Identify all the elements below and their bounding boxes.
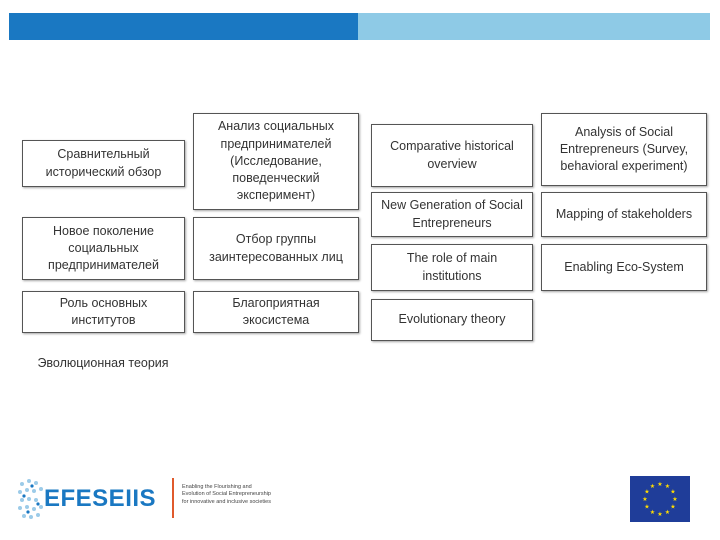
svg-text:★: ★: [657, 481, 663, 488]
en-box-label: New Generation of Social Entrepreneurs: [381, 198, 523, 230]
svg-text:★: ★: [642, 496, 648, 503]
svg-text:★: ★: [644, 488, 650, 496]
ru-box-analysis: [193, 113, 359, 210]
en-box-label: Evolutionary theory: [398, 312, 506, 327]
header-bar-light: [358, 13, 710, 40]
svg-text:★: ★: [670, 503, 676, 511]
dot-pattern-icon: [16, 474, 46, 524]
svg-text:★: ★: [672, 496, 678, 503]
logo-divider: [172, 478, 174, 518]
ru-box-label: Новое поколение социальных предпринимателей: [48, 223, 159, 273]
en-box-ecosystem: [541, 244, 707, 291]
svg-text:★: ★: [664, 509, 671, 516]
svg-text:★: ★: [644, 503, 650, 511]
ru-box-comparative-overview: [22, 140, 185, 187]
ru-box-label: Эволюционная теория: [37, 356, 169, 371]
en-box-new-generation: [371, 192, 533, 237]
ru-box-ecosystem: [193, 291, 359, 333]
header-bar-dark: [9, 13, 358, 40]
svg-text:★: ★: [664, 483, 671, 490]
ru-box-role-institutions: [22, 291, 185, 333]
logo-text: EFESEIIS: [44, 485, 157, 512]
svg-text:★: ★: [657, 511, 663, 518]
efeseiis-logo: [16, 474, 296, 524]
en-box-analysis: [541, 113, 707, 186]
en-box-label: Enabling Eco-System: [564, 259, 684, 274]
logo-tagline: Enabling the Flourishing and Evolution of Social Entrepreneurship for innovative and inclusive societies: [182, 484, 271, 505]
ru-box-stakeholders: [193, 217, 359, 280]
en-box-comparative-overview: [371, 124, 533, 187]
ru-box-label: Благоприятная экосистема: [232, 295, 320, 327]
en-box-evolutionary-theory: [371, 299, 533, 341]
ru-box-label: Отбор группы заинтересованных лиц: [209, 232, 343, 264]
en-box-label: Mapping of stakeholders: [555, 206, 693, 221]
eu-flag-icon: [630, 476, 690, 522]
ru-box-evolutionary-theory: [18, 349, 188, 379]
svg-text:★: ★: [670, 488, 676, 496]
ru-box-label: Роль основных институтов: [59, 295, 148, 327]
svg-text:★: ★: [649, 509, 656, 516]
en-box-label: The role of main institutions: [406, 251, 498, 283]
en-box-role-institutions: [371, 244, 533, 291]
en-box-label: Analysis of Social Entrepreneurs (Survey, behavioral experiment): [559, 124, 689, 174]
ru-box-label: Сравнительный исторический обзор: [45, 147, 162, 179]
ru-box-label: Анализ социальных предпринимателей (Исследование, поведенческий эксперимент): [217, 119, 335, 203]
en-box-label: Comparative historical overview: [390, 139, 514, 171]
en-box-stakeholders: [541, 192, 707, 237]
ru-box-new-generation: [22, 217, 185, 280]
svg-text:★: ★: [649, 483, 656, 490]
